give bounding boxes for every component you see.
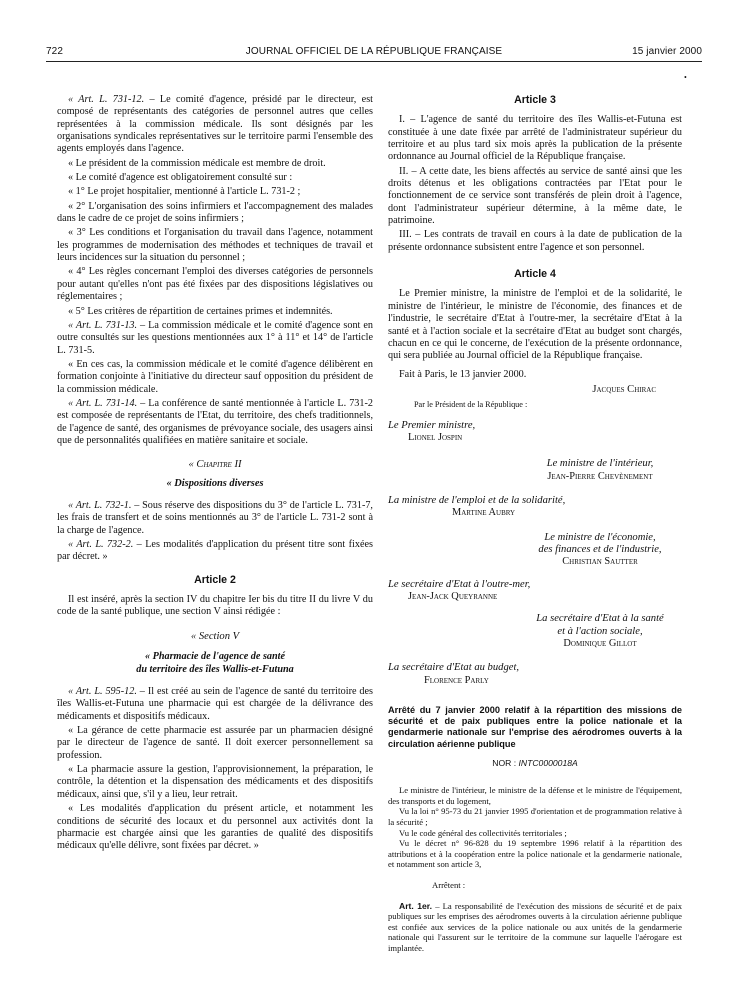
paragraph: « La gérance de cette pharmacie est assurée par un pharmacien désigné par le directeur de l'agence de santé. Il doit exercer personnellement sa profession. [57,725,373,761]
signature-sante: La secrétaire d'Etat à la santé et à l'action sociale, Dominique Gillot [536,613,664,650]
paragraph: « 1° Le projet hospitalier, mentionné à l'article L. 731-2 ; [68,186,301,198]
paragraph: III. – Les contrats de travail en cours à la date de publication de la présente ordonnance subsistent entre l'agence et son personnel. [388,229,682,253]
paragraph: Vu le décret n° 96-828 du 19 septembre 1996 relatif à la répartition des attributions et à la coopération entre la police nationale et la gendarmerie nationale, et notamment son article 3, [388,838,682,870]
arrete-body [388,785,682,953]
signature-date: Fait à Paris, le 13 janvier 2000. [399,368,527,380]
header-rule [46,61,702,62]
right-column [388,94,682,954]
paragraph: I. – L'agence de santé du territoire des îles Wallis-et-Futuna est constituée à une date fixée par arrêté de l'administrateur supérieur du territoire et au plus tard six mois après la publication de la présente ordonnance au Journal officiel de la République française. [388,114,682,163]
paragraph: Le ministre de l'intérieur, le ministre de la défense et le ministre de l'équipement, des transports et du logement, [388,785,682,806]
article-4-heading: Article 4 [514,268,556,281]
paragraph: « Art. L. 731-14. – La conférence de santé mentionnée à l'article L. 731-2 est composée de représentants de l'Etat, du territoire, des chefs traditionnels, de l'agence de santé, des organismes de prévoyance sociale, des usagers ainsi que de personnalités qualifiées en matière sanitaire et sociale. [57,397,373,446]
article-3-heading: Article 3 [514,94,556,106]
article-2-heading: Article 2 [194,573,236,586]
arretent-line: Arrêtent : [432,879,466,890]
paragraph: « 5° Les critères de répartition de certaines primes et indemnités. [68,305,333,317]
signature-emploi: La ministre de l'emploi et de la solidarité, Martine Aubry [388,494,566,519]
paragraph: « 3° Les conditions et l'organisation du travail dans l'agence, notamment les programmes de modernisation des méthodes et techniques de travail et leurs incidences sur la situation du personnel ; [57,227,373,264]
signature-interieur: Le ministre de l'intérieur, Jean-Pierre Chevènement [546,458,654,482]
section-heading: « Section V [190,630,240,642]
paragraph: « Art. L. 595-12. – Il est créé au sein de l'agence de santé du territoire des îles Wallis-et-Futuna une pharmacie qui est chargée de la délivrance des médicaments et dispositifs médicaux. [57,686,373,722]
paragraph: « Art. L. 732-2. – Les modalités d'application du présent titre sont fixées par décret. » [57,539,373,563]
article-1: Art. 1er. – La responsabilité de l'exécution des missions de sécurité et de paix publiques sur les emprises des aérodromes ouverts à la circulation aérienne publique est confiée aux services de la police nationale ou aux unités de la gendarmerie nationale qui l'assurent sur le territoire de la commune sur laquelle l'aérogare est implantée. [388,900,682,953]
section-subtitle: « Pharmacie de l'agence de santé du territoire des îles Wallis-et-Futuna [136,651,294,675]
arrete-title: Arrêté du 7 janvier 2000 relatif à la répartition des missions de sécurité et de paix publiques entre la police nationale et la gendarmerie nationale sur l'emprise des aérodromes ouverts à la circulation aérienne publique [388,705,682,749]
publication-date: 15 janvier 2000 [632,46,702,57]
paragraph: « Art. L. 731-12. – Le comité d'agence, présidé par le directeur, est composé de représentants des catégories de personnel autres que celles représentées à la commission médicale. Ils sont désignés par les organisations syndicales représentatives sur le territoire parmi l'ensemble des agents employés dans l'agence. [57,94,373,155]
paragraph: « Le président de la commission médicale est membre de droit. [68,157,326,169]
by-president-line: Par le Président de la République : [414,400,528,410]
page-number: 722 [46,46,63,57]
paragraph: Le Premier ministre, la ministre de l'emploi et de la solidarité, le ministre de l'intérieur, le ministre de l'économie, des finances et de l'industrie, le secrétaire d'Etat à l'outre-mer, la secrétaire d'Etat à la santé et à l'action sociale et la secrétaire d'Etat au budget sont chargés, chacun en ce qui le concerne, de l'exécution de la présente ordonnance, qui sera publiée au Journal officiel de la République française. [388,288,682,362]
paragraph: Vu la loi n° 95-73 du 21 janvier 1995 d'orientation et de programmation relative à la sécurité ; [388,806,682,827]
paragraph: « Art. L. 731-13. – La commission médicale et le comité d'agence sont en outre consultés sur les questions mentionnées aux 1° à 11° et 14° de l'article L. 731-5. [57,319,373,356]
paragraph: « En ces cas, la commission médicale et le comité d'agence délibèrent en formation conjointe à l'initiative du directeur sauf opposition du président de la commission médicale. [57,358,373,395]
paragraph: Vu le code général des collectivités territoriales ; [399,827,567,838]
signature-budget: La secrétaire d'Etat au budget, Florence Parly [388,662,520,686]
signature-outre-mer: Le secrétaire d'Etat à l'outre-mer, Jean-Jack Queyranne [388,578,531,602]
paragraph: II. – A cette date, les biens affectés au service de santé ainsi que les droits détenus et les obligations contractées par l'Etat pour le fonctionnement de ce service sont transférés de plein droit à l'agence, dont l'administrateur supérieur détermine, à la même date, le patrimoine. [388,165,682,227]
paragraph: « 4° Les règles concernant l'emploi des diverses catégories de personnels pour autant qu'elles n'ont pas été fixées par des dispositions législatives ou réglementaires ; [57,266,373,303]
signature-premier-ministre: Le Premier ministre, Lionel Jospin [388,419,476,443]
paragraph: « La pharmacie assure la gestion, l'approvisionnement, la préparation, le contrôle, la détention et la dispensation des médicaments et des dispositifs médicaux, ainsi que, s'il y a lieu, leur retrait. [57,764,373,800]
paragraph: Il est inséré, après la section IV du chapitre Ier bis du titre II du livre V du code de la santé publique, une section V ainsi rédigée : [57,594,373,618]
paragraph: « Le comité d'agence est obligatoirement consulté sur : [68,172,293,184]
journal-title: JOURNAL OFFICIEL DE LA RÉPUBLIQUE FRANÇAISE [245,46,503,57]
paragraph: « Les modalités d'application du présent article, et notamment les conditions de sécurité des locaux et du personnel aux activités dont la pharmacie est chargée ainsi que les garanties de qualité des dispositifs médicaux qu'elle délivre, sont fixées par décret. » [57,803,373,852]
chapter-heading: « Chapitre II [188,459,242,471]
signature-economie: Le ministre de l'économie, des finances et de l'industrie, Christian Sautter [538,531,662,568]
chapter-subtitle: « Dispositions diverses [166,477,264,489]
paragraph: « 2° L'organisation des soins infirmiers et l'accompagnement des malades dans le cadre de ce projet de soins infirmiers ; [57,200,373,225]
nor-reference: NOR : INTC0000018A [492,757,578,768]
president-signature: Jacques Chirac [592,383,656,395]
paragraph: « Art. L. 732-1. – Sous réserve des dispositions du 3° de l'article L. 731-7, les frais de transfert et de soins mentionnés au 3° de l'article L. 731-2 sont à la charge de l'agence. [57,499,373,536]
left-column [57,94,373,855]
margin-mark: • [684,73,687,82]
